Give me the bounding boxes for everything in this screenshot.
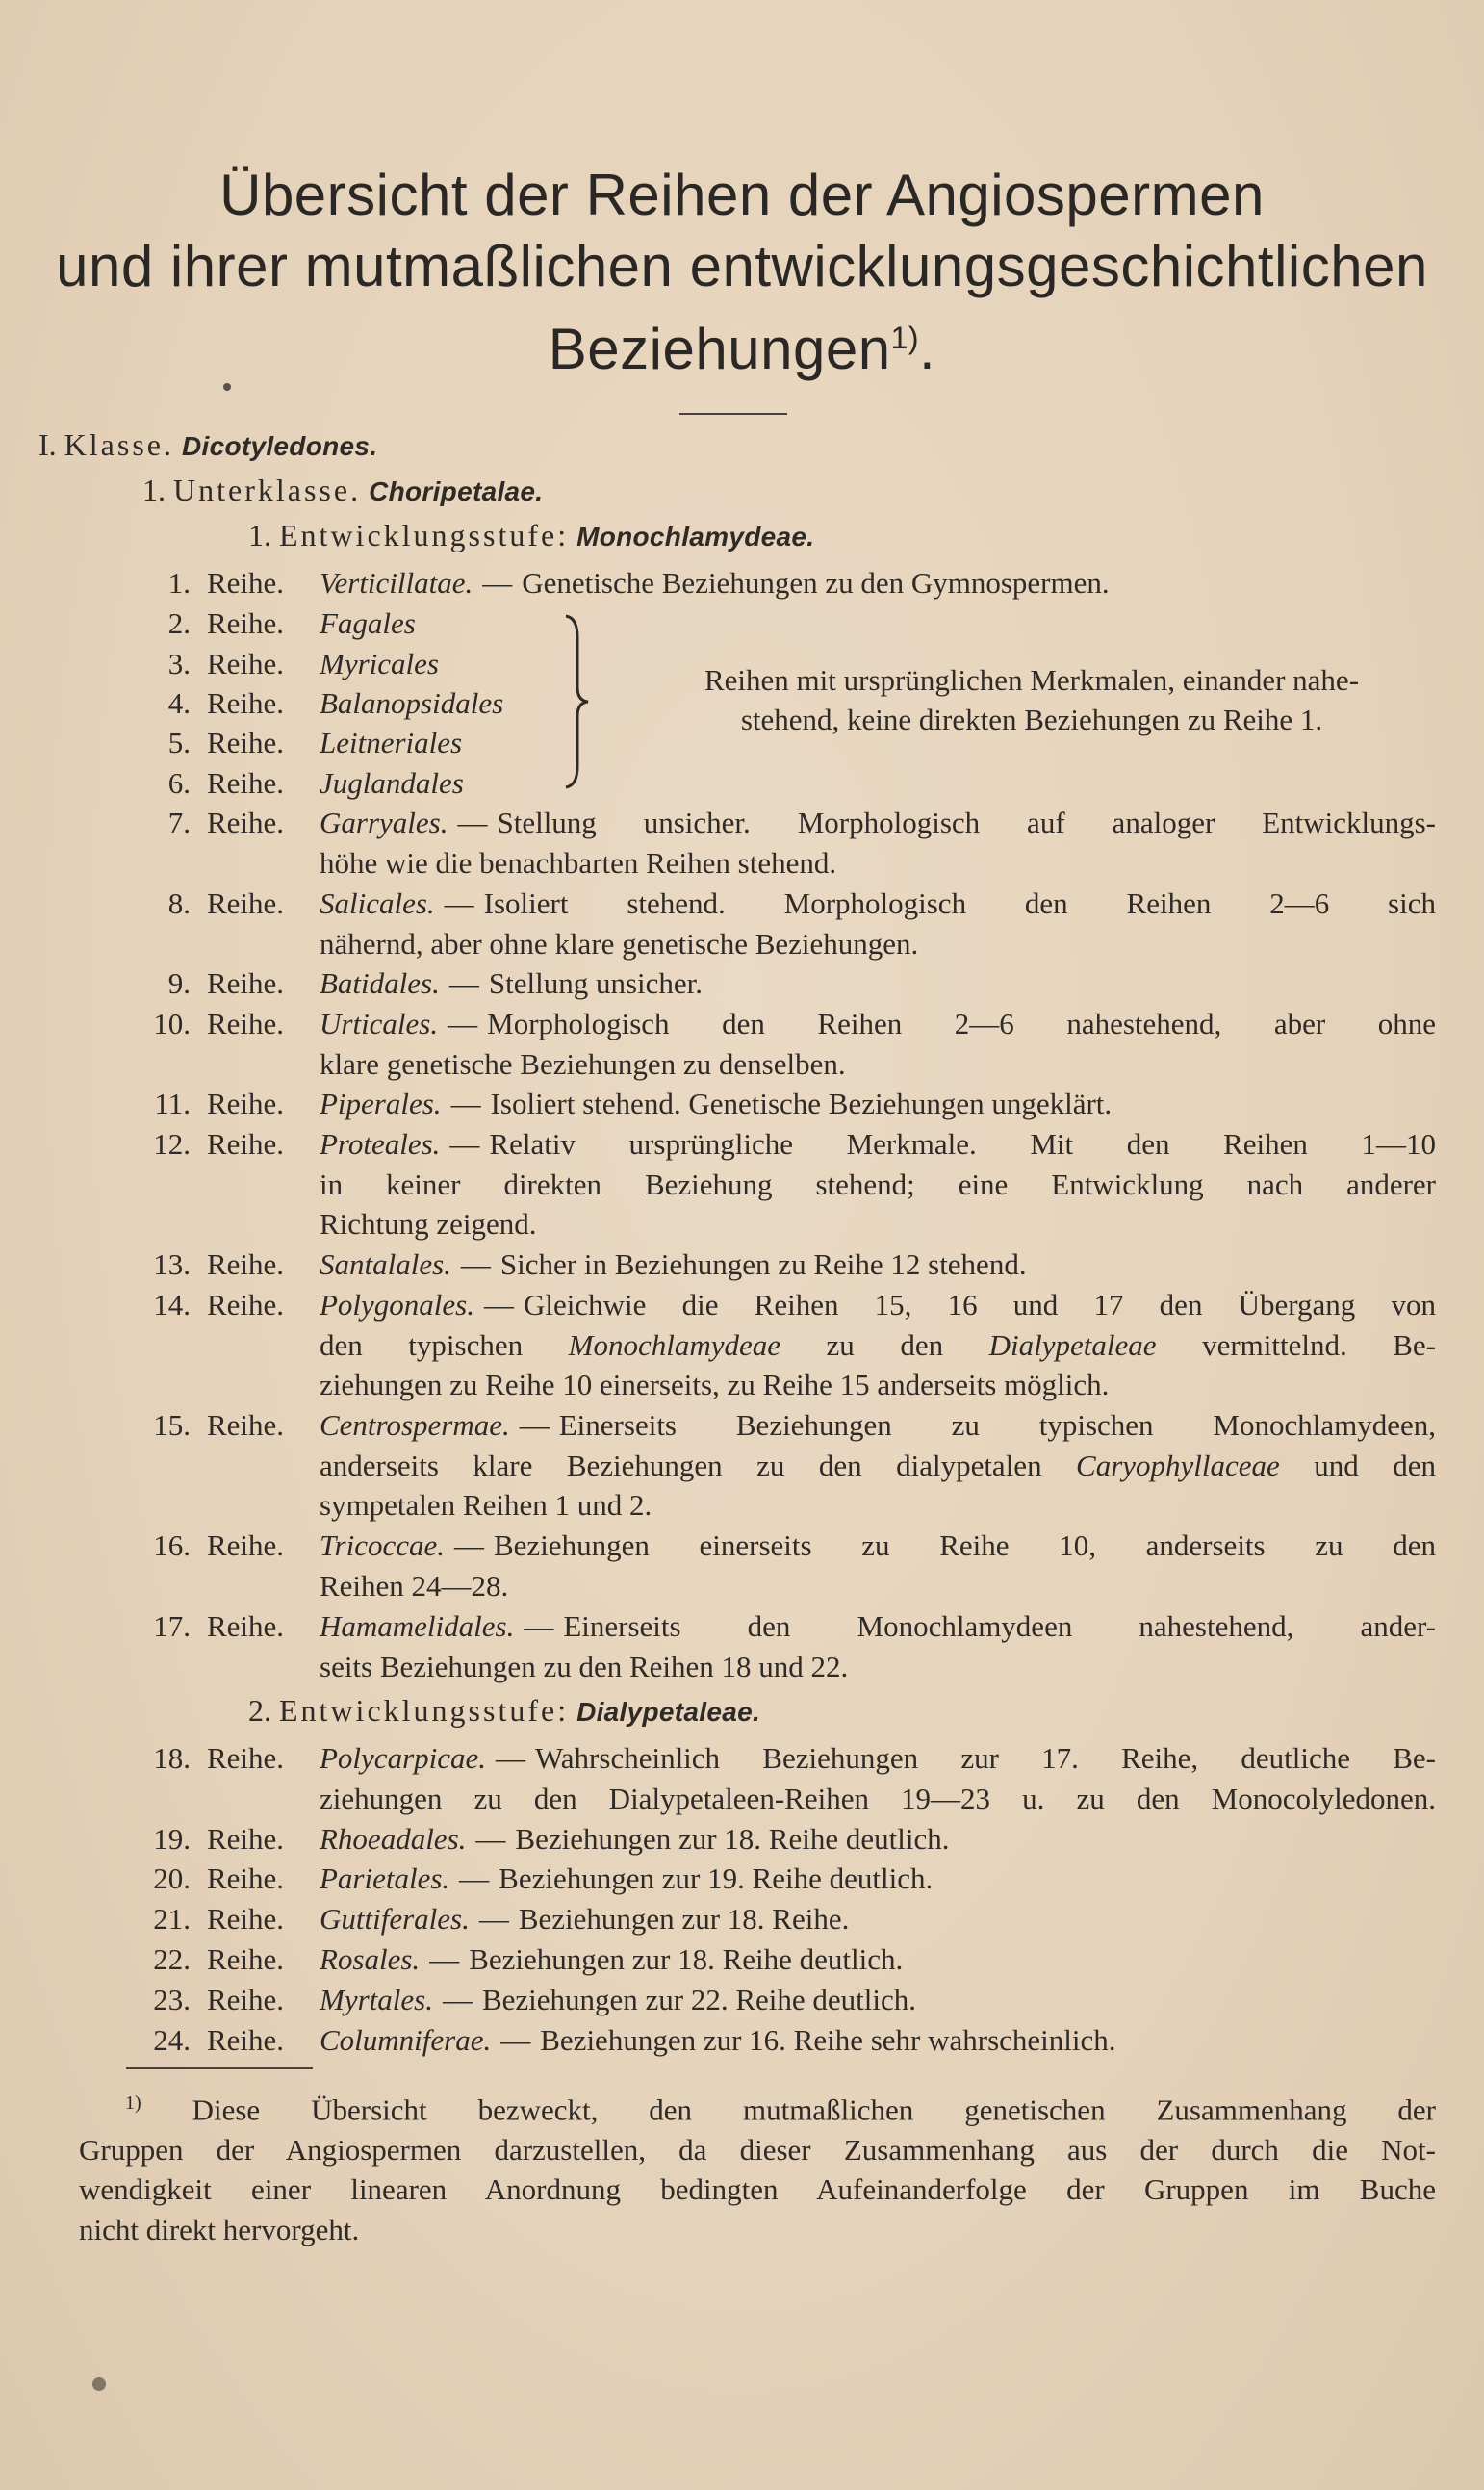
subclass-heading: 1. Unterklasse. Choripetalae. [142,473,544,507]
ink-blot [92,2377,106,2391]
ink-speck [223,383,231,391]
footnote-rule [126,2067,313,2069]
title-rule [679,413,787,415]
title-line-1: Übersicht der Reihen der Angiospermen [219,163,1265,227]
stage-1-heading: 1. Entwicklungsstufe: Monochlamydeae. [248,518,815,552]
title-line-3-text: Beziehungen [548,317,891,381]
curly-brace [563,612,592,791]
footnote: $^{1)}$ Diese Übersicht bezweckt, den mutmaßlichen genetischen Zusammenhang der Gruppen der Angiospermen darzustellen, da dieser Zusammenhang aus der durch die Not- wendigkeit einer linearen Anordnung bedingten Aufeinanderfolge der Gruppen im Buche nicht direkt hervorgeht. [79,2092,1437,2246]
page: Übersicht der Reihen der Angiospermen und ihrer mutmaßlichen entwicklungsgeschichtlichen Beziehungen$^{1)}$. I. Klasse. Dicotyledones. 1. Unterklasse. Choripetalae. 1. Entwicklungsstufe: Monochlamydeae. 1. Reihe. Verticillatae. — Genetische Beziehungen zu den Gymnospermen. 2. Reihe. Fagales 3. Reihe. Myricales 4. Reihe. Balanopsidales 5. Reihe. Leitneriales 6. Reihe. Juglandales Reihen mit ursprünglichen Merkmalen, einander nahe- stehend, keine direkten Beziehungen zu Reihe 1. 7. Reihe. Garryales. — Stellung unsicher. Morphologisch auf analoger Entwicklungs- höhe wie die benachbarten Reihen stehend. 8. Reihe. Salicales. — Isoliert stehend. Morphologisch den Reihen 2—6 sich nähernd, aber ohne klare genetische Beziehungen. 9. Reihe. Batidales. — Stellung unsicher. 10. Reihe. Urticales. — Morphologisch den Reihen 2—6 nahestehend, aber ohne klare genetische Beziehungen zu denselben. 11. Reihe. Piperales. — Isoliert stehend. Genetische Beziehungen ungeklärt. 12. Reihe. Proteales. — Relativ ursprüngliche Merkmale. Mit den Reihen 1—10 in keiner direkten Beziehung stehend; eine Entwicklung nach anderer Richtung zeigend. 13. Reihe. Santalales. — Sicher in Beziehungen zu Reihe 12 stehend. 14. Reihe. Polygonales. — Gleichwie die Reihen 15, 16 und 17 den Übergang von den typischen Monochlamydeae zu den Dialypetaleae vermittelnd. Be- ziehungen zu Reihe 10 einerseits, zu Reihe 15 anderseits möglich. 15. Reihe. Centrospermae. — Einerseits Beziehungen zu typischen Monochlamydeen, anderseits klare Beziehungen zu den dialypetalen Caryophyllaceae und den sympetalen Reihen 1 und 2. 16. Reihe. Tricoccae. — Beziehungen einerseits zu Reihe 10, anderseits zu den Reihen 24—28. 17. Reihe. Hamamelidales. — Einerseits den Monochlamydeen nahestehend, ander- seits Beziehungen zu den Reihen 18 und 22. 2. Entwicklungsstufe: Dialypetaleae. 18. Reihe. Polycarpicae. — Wahrscheinlich Beziehungen zur 17. Reihe, deutliche Be- ziehungen zu den Dialypetaleen-Reihen 19—23 u. zu den Monocolyledonen. 19. Reihe. Rhoeadales. — Beziehungen zur 18. Reihe deutlich. 20. Reihe. Parietales. — Beziehungen zur 19. Reihe deutlich. 21. Reihe. Guttiferales. — Beziehungen zur 18. Reihe. 22. Reihe. Rosales. — Beziehungen zur 18. Reihe deutlich. 23. Reihe. Myrtales. — Beziehungen zur 22. Reihe deutlich. 24. Reihe. Columniferae. — Beziehungen zur 16. Reihe sehr wahrscheinlich. $^{1)}$ Diese Übersicht bezweckt, den mutmaßlichen genetischen Zusammenhang der Gruppen der Angiospermen darzustellen, da dieser Zusammenhang aus der durch die Not- wendigkeit einer linearen Anordnung bedingten Aufeinanderfolge der Gruppen im Buche nicht direkt hervorgeht. [0,0,1484,2490]
class-heading: I. Klasse. Dicotyledones. [38,427,378,462]
title-line-2: und ihrer mutmaßlichen entwicklungsgeschichtlichen [56,234,1428,298]
title-line-3 [0,302,1484,385]
title-end: . [919,317,936,381]
title-footnote-mark: 1) [890,321,920,355]
stage-2-heading: 2. Entwicklungsstufe: Dialypetaleae. [248,1693,761,1728]
brace-note: Reihen mit ursprünglichen Merkmalen, einander nahe- stehend, keine direkten Beziehungen zu Reihe 1. [704,663,1360,736]
footnote-mark: 1) [125,2092,141,2114]
